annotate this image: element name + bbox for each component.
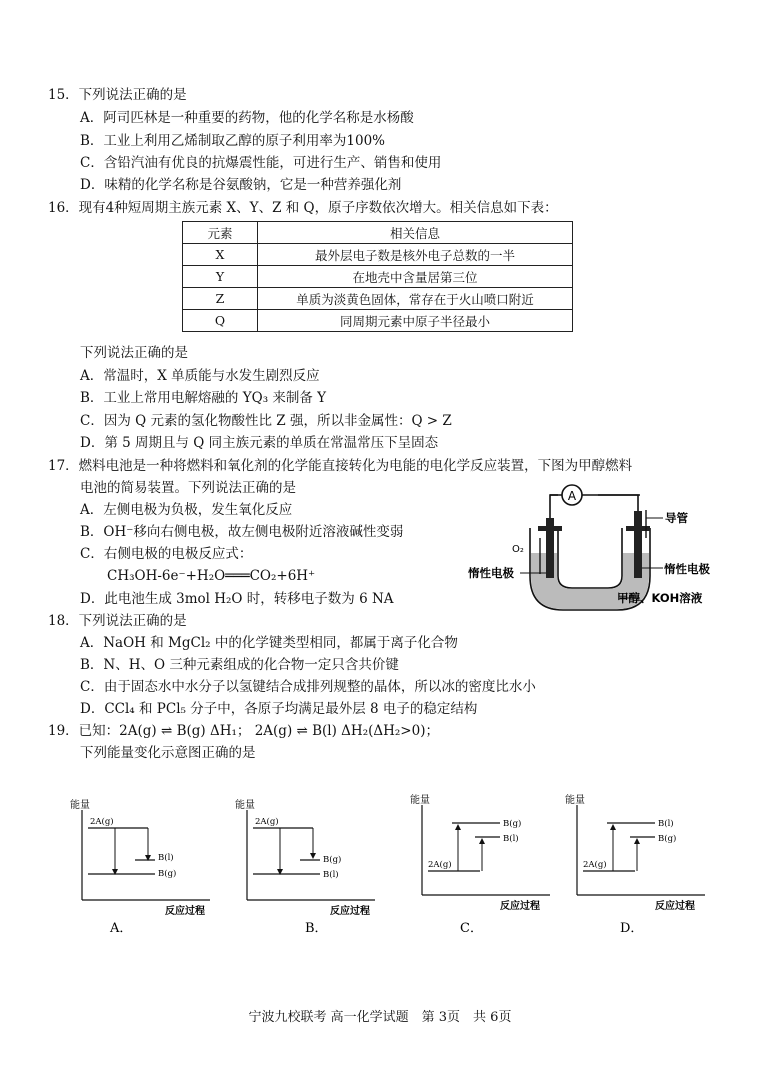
diagram-b [235,798,375,936]
q17-option-d: D．此电池生成 3mol H₂O 时，转移电子数为 6 NA [80,591,394,607]
x-axis-label: 反应过程 [500,901,540,912]
level-label: 2A(g) [583,860,607,870]
x-axis-label: 反应过程 [165,906,205,917]
diagram-c [410,793,550,936]
q16-option-c: C．因为 Q 元素的氢化物酸性比 Z 强，所以非金属性：Q > Z [80,413,452,429]
level-label: B(l) [323,870,339,880]
table-cell: Z [183,288,258,310]
q17-option-b: B．OH⁻移向右侧电极，故左侧电极附近溶液碱性变弱 [80,524,404,540]
table-cell: X [183,244,258,266]
q19-stem: 19．已知：2A(g) ⇌ B(g) ΔH₁； 2A(g) ⇌ B(l) ΔH₂(ΔH₂>0)； [48,723,439,739]
q17-equation: CH₃OH-6e⁻+H₂O═══CO₂+6H⁺ [107,568,316,584]
table-cell: 单质为淡黄色固体，常存在于火山喷口附近 [258,288,573,310]
table-row [183,310,573,332]
y-axis-label: 能量 [235,800,255,811]
level-label: B(l) [658,819,674,829]
y-axis-label: 能量 [565,795,585,806]
left-electrode-label: 惰性电极 [468,566,514,580]
q18-option-b: B．N、H、O 三种元素组成的化合物一定只含共价键 [80,657,399,673]
level-label: 2A(g) [428,860,452,870]
q15-option-b: B．工业上利用乙烯制取乙醇的原子利用率为100% [80,133,386,149]
y-axis-label: 能量 [70,800,90,811]
right-electrode [634,511,642,578]
q19-prompt: 下列能量变化示意图正确的是 [80,745,256,761]
q17-option-c: C．右侧电极的电极反应式： [80,546,253,562]
q17-stem-line2: 电池的简易装置。下列说法正确的是 [80,480,296,496]
right-electrode-label: 惰性电极 [664,562,710,576]
q18-option-c: C．由于固态水中水分子以氢键结合成排列规整的晶体，所以冰的密度比水小 [80,679,536,695]
tube-label: 导管 [665,511,688,525]
energy-diagrams [60,790,720,940]
q16-element-table [182,221,573,332]
q16-option-d: D．第 5 周期且与 Q 同主族元素的单质在常温常压下呈固态 [80,435,439,451]
q17-stem-line1: 17．燃料电池是一种将燃料和氧化剂的化学能直接转化为电能的电化学反应装置，下图为甲醇燃料 [48,458,633,474]
q18-option-a: A．NaOH 和 MgCl₂ 中的化学键类型相同，都属于离子化合物 [80,635,458,651]
table-row [183,266,573,288]
q16-option-b: B．工业上常用电解熔融的 YQ₃ 来制备 Y [80,390,327,406]
o2-label: O₂ [512,544,524,555]
table-cell: Y [183,266,258,288]
table-header-info: 相关信息 [258,222,573,244]
level-label: B(g) [158,869,177,879]
table-cell: 在地壳中含量居第三位 [258,266,573,288]
x-axis-label: 反应过程 [655,901,695,912]
level-label: B(l) [158,853,174,863]
q15-option-a: A．阿司匹林是一种重要的药物，他的化学名称是水杨酸 [80,110,414,126]
option-letter: C． [460,921,483,936]
q15-option-d: D．味精的化学名称是谷氨酸钠，它是一种营养强化剂 [80,177,402,193]
q15-stem: 15．下列说法正确的是 [48,87,187,103]
solution-label: 甲醇、KOH溶液 [617,591,703,605]
option-letter: A． [110,921,133,936]
table-header-row [183,222,573,244]
option-letter: B． [305,921,328,936]
option-letter: D． [620,921,644,936]
table-cell: 最外层电子数是核外电子总数的一半 [258,244,573,266]
fuel-cell-diagram [460,478,720,618]
q18-stem: 18．下列说法正确的是 [48,613,187,629]
level-label: B(g) [658,834,677,844]
ammeter-label: A [567,489,577,503]
page-footer: 宁波九校联考 高一化学试题 第 3页 共 6页 [248,1010,512,1025]
level-label: 2A(g) [255,817,279,827]
q16-option-a: A．常温时，X 单质能与水发生剧烈反应 [80,368,320,384]
level-label: B(g) [323,855,342,865]
q15-option-c: C．含铅汽油有优良的抗爆震性能，可进行生产、销售和使用 [80,155,442,171]
y-axis-label: 能量 [410,795,430,806]
diagram-d [565,793,705,936]
q16-stem: 16．现有4种短周期主族元素 X、Y、Z 和 Q，原子序数依次增大。相关信息如下表： [48,200,558,216]
q17-option-a: A．左侧电极为负极，发生氧化反应 [80,502,293,518]
table-row [183,244,573,266]
level-label: 2A(g) [90,817,114,827]
table-header-element: 元素 [183,222,258,244]
table-row [183,288,573,310]
table-cell: Q [183,310,258,332]
level-label: B(g) [503,819,522,829]
level-label: B(l) [503,834,519,844]
q18-option-d: D．CCl₄ 和 PCl₅ 分子中，各原子均满足最外层 8 电子的稳定结构 [80,701,478,717]
q16-prompt: 下列说法正确的是 [80,345,188,361]
table-cell: 同周期元素中原子半径最小 [258,310,573,332]
x-axis-label: 反应过程 [330,906,370,917]
wire [598,495,638,511]
diagram-a [70,798,210,936]
